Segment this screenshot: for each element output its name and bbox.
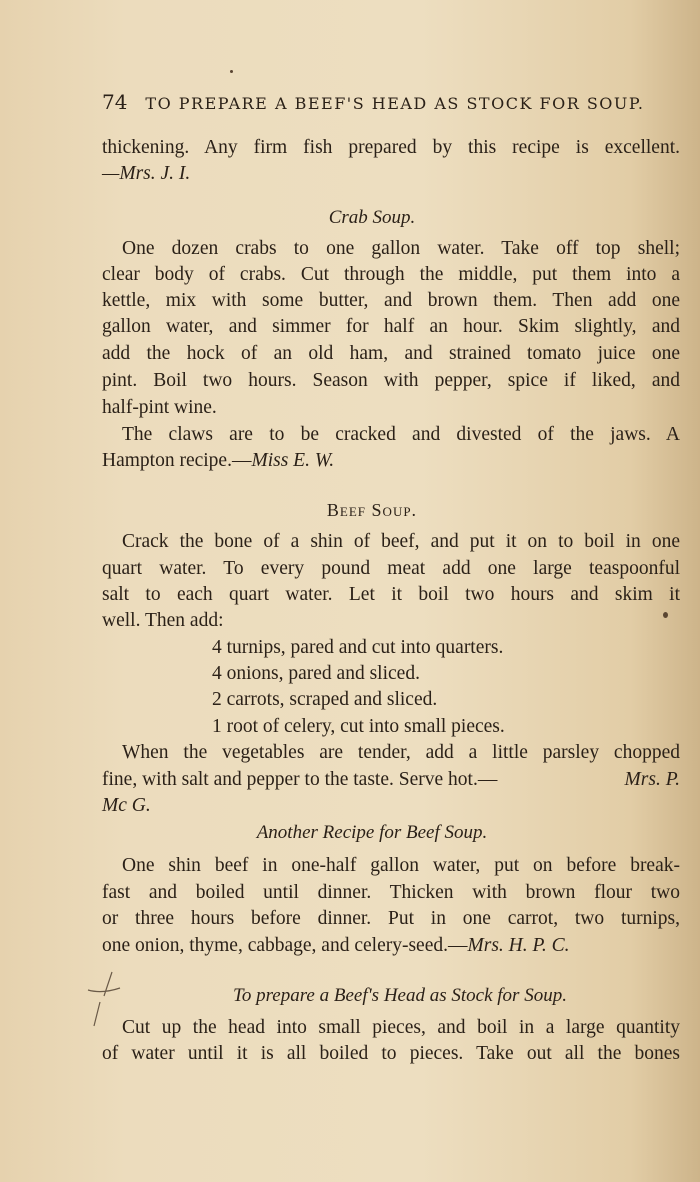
text-line: One shin beef in one-half gallon water, put on before break-: [122, 855, 680, 876]
text-span: fine, with salt and pepper to the taste. Serve hot.—: [102, 769, 498, 790]
text-line: of water until it is all boiled to pieces. Take out all the bones: [102, 1043, 680, 1064]
ingredient-item: 4 onions, pared and sliced.: [212, 663, 420, 684]
running-header: [102, 90, 662, 114]
attribution: Mrs. H. P. C.: [467, 935, 570, 956]
text-line: half-pint wine.: [102, 397, 217, 418]
text-line: Cut up the head into small pieces, and boil in a large quantity: [122, 1017, 680, 1038]
text-line: thickening. Any firm fish prepared by this recipe is excellent.: [102, 137, 680, 158]
attribution: Mrs. P.: [624, 769, 680, 790]
text-line: quart water. To every pound meat add one large teaspoonful: [102, 558, 680, 579]
text-line: [102, 767, 680, 793]
text-line: clear body of crabs. Cut through the middle, put them into a: [102, 264, 680, 285]
text-line: gallon water, and simmer for half an hour. Skim slightly, and: [102, 316, 680, 337]
text-line: salt to each quart water. Let it boil two hours and skim it: [102, 584, 680, 605]
paper-speck: [663, 612, 668, 618]
page-number: 74: [102, 90, 128, 114]
text-line: Crack the bone of a shin of beef, and put it on to boil in one: [122, 531, 680, 552]
text-line: well. Then add:: [102, 610, 224, 631]
text-line: One dozen crabs to one gallon water. Take off top shell;: [122, 238, 680, 259]
text-span: Hampton recipe.—: [102, 450, 252, 471]
text-line: pint. Boil two hours. Season with pepper, spice if liked, and: [102, 370, 680, 391]
attribution: Mc G.: [102, 795, 151, 816]
text-line: When the vegetables are tender, add a little parsley chopped: [122, 742, 680, 763]
attribution: Miss E. W.: [251, 450, 335, 471]
paper-speck: [230, 70, 233, 73]
ingredient-item: 4 turnips, pared and cut into quarters.: [212, 637, 504, 658]
text-line: fast and boiled until dinner. Thicken with brown flour two: [102, 882, 680, 903]
text-line: or three hours before dinner. Put in one carrot, two turnips,: [102, 908, 680, 929]
text-span: one onion, thyme, cabbage, and celery-seed.—: [102, 935, 468, 956]
text-line: [102, 448, 680, 474]
recipe-title-beef-soup: Beef Soup.: [326, 500, 418, 520]
text-line: add the hock of an old ham, and strained tomato juice one: [102, 343, 680, 364]
ingredient-item: 1 root of celery, cut into small pieces.: [212, 716, 505, 737]
ingredient-item: 2 carrots, scraped and sliced.: [212, 689, 438, 710]
attribution: —Mrs. J. I.: [102, 163, 191, 184]
pencil-cross-mark: [86, 968, 126, 1028]
text-line: [102, 933, 680, 959]
recipe-title-crab-soup: Crab Soup.: [328, 207, 416, 228]
text-line: kettle, mix with some butter, and brown them. Then add one: [102, 290, 680, 311]
recipe-title-beefs-head-stock: To prepare a Beef's Head as Stock for Soup.: [233, 985, 567, 1006]
recipe-title-another-beef-soup: Another Recipe for Beef Soup.: [256, 822, 488, 843]
text-line: The claws are to be cracked and divested of the jaws. A: [122, 424, 680, 445]
running-title: TO PREPARE A BEEF'S HEAD AS STOCK FOR SOUP.: [145, 94, 645, 113]
